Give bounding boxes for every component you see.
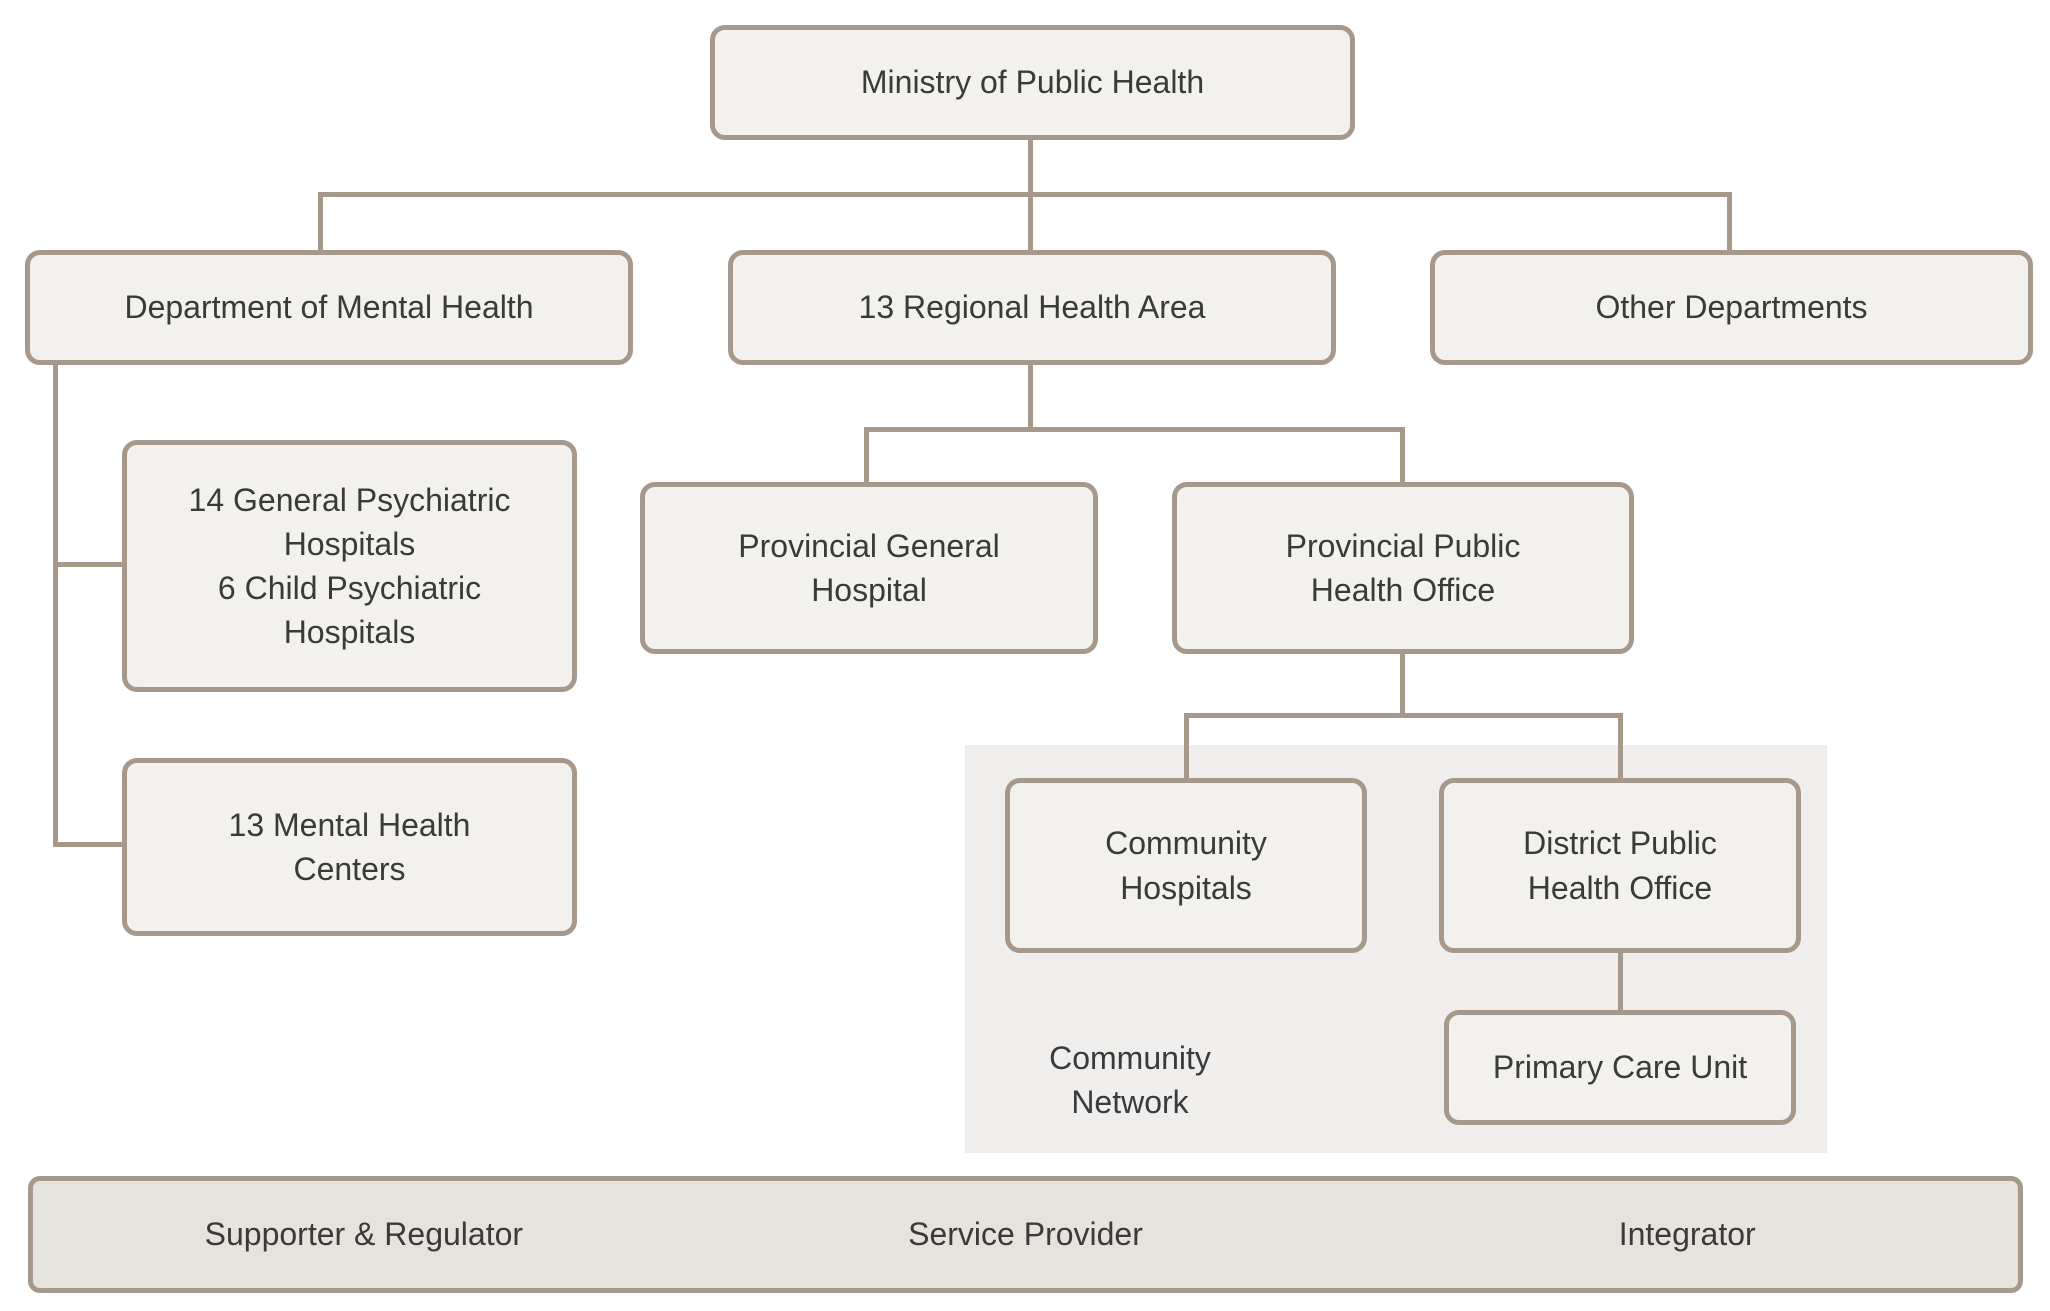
- node-label: Hospital: [811, 572, 927, 608]
- node-label: 6 Child Psychiatric: [217, 570, 482, 606]
- node-label: Health Office: [1310, 572, 1496, 608]
- connector-to-regional-health-area: [1028, 192, 1033, 254]
- connector-to-community-hospitals: [1184, 713, 1189, 781]
- node-label: 13 Regional Health Area: [858, 289, 1206, 326]
- node-label: Hospitals: [1120, 869, 1252, 906]
- node-ministry-of-public-health: [710, 25, 1355, 140]
- community-network-label: [960, 1025, 1300, 1135]
- node-provincial-general-hospital: [640, 482, 1098, 654]
- node-13-mental-health-centers: [122, 758, 577, 936]
- label-line: Community: [1049, 1039, 1211, 1076]
- connector-level4-horizontal: [1184, 713, 1623, 718]
- node-label: 13 Mental Health: [228, 806, 471, 843]
- node-label: Department of Mental Health: [124, 289, 534, 326]
- node-district-public-health-office: [1439, 778, 1801, 953]
- connector-to-provincial-public-health-office: [1400, 427, 1405, 485]
- node-label: 14 General Psychiatric: [188, 481, 511, 518]
- connector-to-provincial-general-hospital: [864, 427, 869, 485]
- node-label: Health Office: [1527, 869, 1713, 906]
- node-provincial-public-health-office: [1172, 482, 1634, 654]
- node-label: Ministry of Public Health: [860, 64, 1205, 101]
- node-community-hospitals: [1005, 778, 1367, 953]
- footer-roles-bar: [28, 1176, 2023, 1293]
- node-label: Centers: [293, 851, 406, 887]
- connector-level3-horizontal: [864, 427, 1405, 432]
- connector-level2-horizontal: [318, 192, 1732, 197]
- connector-to-district-public-health-office: [1618, 713, 1623, 781]
- connector-regional-down: [1028, 362, 1033, 432]
- node-other-departments: [1430, 250, 2033, 365]
- connector-to-mental-health-centers: [53, 842, 124, 847]
- label-line: Network: [1071, 1084, 1189, 1120]
- node-label: District Public: [1523, 825, 1717, 862]
- node-label: Hospitals: [283, 614, 416, 651]
- node-label: Provincial General: [738, 527, 1000, 564]
- connector-dept-spine: [53, 360, 58, 847]
- role-supporter-regulator: Supporter & Regulator: [204, 1216, 524, 1252]
- role-integrator: Integrator: [1618, 1216, 1756, 1252]
- node-label: Primary Care Unit: [1492, 1049, 1748, 1086]
- node-label: Other Departments: [1595, 289, 1868, 326]
- connector-provincial-office-down: [1400, 650, 1405, 718]
- node-department-of-mental-health: [25, 250, 633, 365]
- node-label: Community: [1105, 825, 1267, 862]
- node-13-regional-health-area: [728, 250, 1336, 365]
- connector-to-other-departments: [1727, 192, 1732, 254]
- node-psychiatric-hospitals: [122, 440, 577, 692]
- node-label: Hospitals: [283, 525, 416, 562]
- connector-ministry-down: [1028, 140, 1033, 197]
- node-primary-care-unit: [1444, 1010, 1796, 1125]
- role-service-provider: Service Provider: [908, 1216, 1143, 1252]
- connector-to-primary-care-unit: [1618, 950, 1623, 1013]
- connector-to-psychiatric-hospitals: [53, 562, 124, 567]
- connector-to-dept-mental-health: [318, 192, 323, 254]
- node-label: Provincial Public: [1285, 527, 1521, 564]
